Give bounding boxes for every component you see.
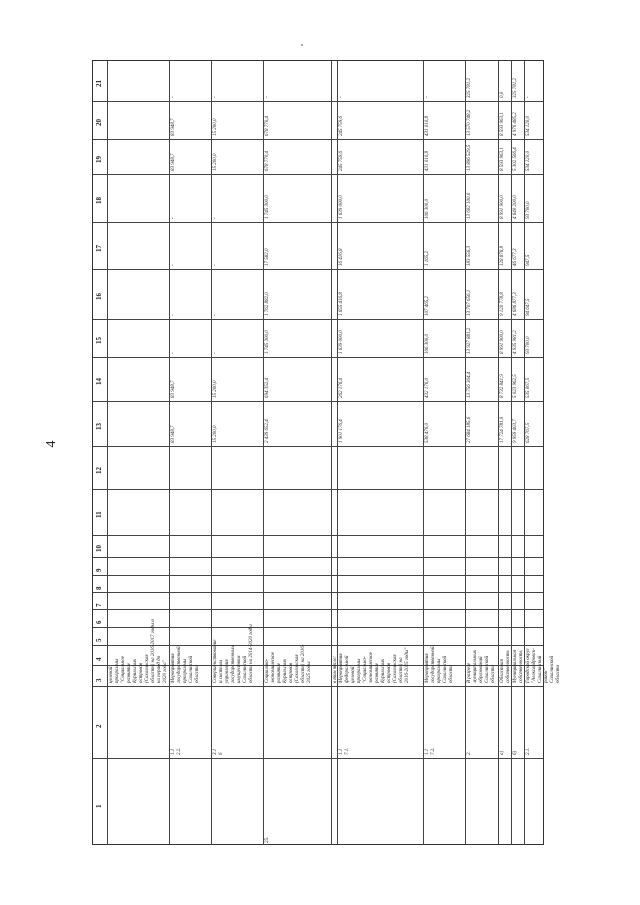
column-number-7: 7 — [95, 603, 103, 607]
r_25-col14-cell: 694 352,4 — [265, 378, 270, 398]
column-number-11: 11 — [95, 511, 103, 518]
column-number-18: 18 — [95, 197, 103, 204]
r_gos-col17-cell: 1 165,2 — [425, 251, 430, 266]
r_mun-col21-cell: 325 781,2 — [513, 78, 518, 98]
r_25-col3-cell: Социально- экономическое развитие Курильских островов (Сахалинская область) на 2016- 2025 годы — [265, 644, 312, 683]
column-divider — [93, 174, 543, 175]
r_mun-col2-cell: б) — [513, 750, 518, 755]
r_211-col20-cell: 534 120,0 — [526, 116, 531, 136]
r_25-col16-cell: 1 762 882,0 — [265, 292, 270, 316]
column-number-6: 6 — [95, 620, 103, 624]
r_fed-col20-cell: 245 759,6 — [339, 116, 344, 136]
r_1122-col13-cell: 83 948,7 — [171, 425, 176, 443]
column-number-5: 5 — [95, 638, 103, 642]
scan-speck — [301, 44, 303, 46]
row-divider — [169, 61, 170, 844]
row-divider — [423, 61, 424, 844]
r_116-col13-cell: 15 200,0 — [213, 425, 218, 443]
r_mun-col13-cell: 9 959 403,7 — [513, 419, 518, 443]
r_gos-col16-cell: 107 465,2 — [425, 296, 430, 316]
r_gos-col18-cell: 106 300,0 — [425, 199, 430, 219]
column-number-15: 15 — [95, 337, 103, 344]
column-divider — [93, 139, 543, 140]
r_211-col16-cell: 94 647,5 — [526, 298, 531, 316]
r_mun-col14-cell: 5 023 962,5 — [513, 374, 518, 398]
r_1122-col2-cell: 1.1 2.2. — [171, 747, 182, 755]
r_211-col21-cell: - — [526, 96, 531, 98]
r_2-col20-cell: 13 570 748,2 — [467, 109, 472, 136]
row-divider — [511, 61, 512, 844]
column-number-17: 17 — [95, 244, 103, 252]
column-number-10: 10 — [95, 545, 103, 552]
column-number-13: 13 — [95, 422, 103, 430]
r_211-col15-cell: 93 700,0 — [526, 336, 531, 354]
r_mun-col15-cell: 4 935 981,2 — [513, 330, 518, 354]
r_mun-col16-cell: 4 686 877,3 — [513, 292, 518, 316]
r_gos-col21-cell: - — [425, 96, 430, 98]
r_116-col18-cell: - — [213, 217, 218, 219]
r_211-col19-cell: 534 120,0 — [526, 151, 531, 171]
r_1122-col17-cell: - — [171, 264, 176, 266]
column-number-9: 9 — [95, 568, 103, 572]
row-divider — [211, 61, 212, 844]
row-divider — [524, 61, 525, 844]
column-divider — [93, 101, 543, 102]
column-divider — [93, 269, 543, 270]
budget-table — [92, 60, 561, 845]
r_116-col2-cell: 3.1 6 — [213, 748, 224, 755]
r_25-col18-cell: 1 745 300,0 — [265, 195, 270, 219]
r_fed-col2-cell: 1.1 7.1. — [339, 747, 350, 755]
r_gos-col14-cell: 432 176,0 — [425, 378, 430, 398]
r_2-col13-cell: 27 684 185,6 — [467, 416, 472, 443]
r_25-col1-cell: 25. — [265, 836, 270, 843]
r_obl-col18-cell: 8 991 900,0 — [500, 195, 505, 219]
r_25-col17-cell: 17 582,0 — [265, 248, 270, 266]
r_211-col3-cell: Городской округ "Александровск- Сахалинский район" Сахалинской области — [526, 648, 561, 683]
row-divider — [107, 61, 108, 844]
r_vtom-col3-cell: в том числе: — [333, 655, 338, 683]
r_fed-col18-cell: 1 639 000,0 — [339, 195, 344, 219]
r_obl-col17-cell: 128 878,8 — [500, 246, 505, 266]
r_obl-col16-cell: 9 120 778,8 — [500, 292, 505, 316]
r_1122-col3-cell: Мероприятия государственной программы Сахалинской области — [171, 646, 200, 683]
r_211-col2-cell: 2.1. — [526, 747, 531, 755]
r_116-col16-cell: - — [213, 314, 218, 316]
r_211-col14-cell: 535 067,5 — [526, 378, 531, 398]
r_1122-col15-cell: - — [171, 352, 176, 354]
column-divider — [93, 557, 543, 558]
r_2-col17-cell: 183 556,3 — [467, 246, 472, 266]
r_116-col19-cell: 15 200,0 — [213, 153, 218, 171]
row-divider — [331, 61, 332, 844]
row-divider — [263, 61, 264, 844]
column-number-20: 20 — [95, 119, 103, 126]
r_mun-col3-cell: Муниципальная собственность — [513, 649, 524, 683]
r_1122-col18-cell: - — [171, 217, 176, 219]
column-number-1: 1 — [95, 804, 103, 808]
r_gos-col3-cell: Мероприятия государственной программы Сахалинской области — [425, 646, 454, 683]
column-number-2: 2 — [95, 724, 103, 728]
r_2-col15-cell: 13 927 881,2 — [467, 327, 472, 354]
row-divider — [465, 61, 466, 844]
column-number-14: 14 — [95, 378, 103, 385]
column-number-8: 8 — [95, 586, 103, 590]
r_2-col2-cell: 2. — [467, 751, 472, 755]
column-number-16: 16 — [95, 293, 103, 300]
column-divider — [93, 609, 543, 610]
r_116-col20-cell: 15 200,0 — [213, 118, 218, 136]
r_2-col18-cell: 13 602 100,0 — [467, 192, 472, 219]
r_obl-col15-cell: 8 991 900,0 — [500, 330, 505, 354]
r_mun-col18-cell: 4 640 200,0 — [513, 195, 518, 219]
r_obl-col19-cell: 8 593 963,1 — [500, 147, 505, 171]
r_1122-col14-cell: 83 948,7 — [171, 380, 176, 398]
r_fed-col17-cell: 16 416,8 — [339, 248, 344, 266]
r_gos-col20-cell: 431 010,8 — [425, 116, 430, 136]
r_mun-col17-cell: 46 677,3 — [513, 248, 518, 266]
r_1122-col16-cell: - — [171, 314, 176, 316]
column-divider — [93, 758, 543, 759]
r_116-col14-cell: 15 200,0 — [213, 380, 218, 398]
r_obl-col14-cell: 8 732 841,9 — [500, 374, 505, 398]
page-number: 4 — [44, 440, 59, 448]
column-divider — [93, 489, 543, 490]
r_obl-col13-cell: 17 724 781,9 — [500, 416, 505, 443]
column-number-4: 4 — [95, 657, 103, 661]
row-divider — [498, 61, 499, 844]
r_mun-col20-cell: 4 976 485,2 — [513, 112, 518, 136]
row-divider — [337, 61, 338, 844]
r_obl-col21-cell: 0,0 — [500, 91, 505, 98]
r_fed-col13-cell: 1 901 176,4 — [339, 419, 344, 443]
r_fed-col16-cell: 1 655 416,8 — [339, 292, 344, 316]
r_25-col21-cell: - — [265, 96, 270, 98]
r_2-col3-cell: В разрезе муниципальных образований Сахалинской области — [467, 650, 496, 683]
r_obl-col2-cell: a) — [500, 750, 505, 755]
r_1122-col20-cell: 83 948,7 — [171, 118, 176, 136]
r_fed-col21-cell: - — [339, 96, 344, 98]
r_gos-col13-cell: 538 476,0 — [425, 423, 430, 443]
r_cont-col3-cell: целевой программы "Социальное развитие Курильских островов (Сахалинская область) на 2016-2017 годы и на период до 2020 года" — [109, 619, 168, 683]
r_2-col14-cell: 13 756 304,4 — [467, 371, 472, 398]
r_fed-col14-cell: 262 176,4 — [339, 378, 344, 398]
r_gos-col15-cell: 106 300,0 — [425, 334, 430, 354]
r_25-col13-cell: 2 439 652,4 — [265, 419, 270, 443]
r_116-col21-cell: - — [213, 96, 218, 98]
column-divider — [93, 357, 543, 358]
r_fed-col19-cell: 245 759,6 — [339, 151, 344, 171]
r_25-col20-cell: 678 770,4 — [265, 116, 270, 136]
r_fed-col15-cell: 1 639 000,0 — [339, 330, 344, 354]
r_obl-col3-cell: Областная собственность — [500, 650, 511, 683]
r_211-col17-cell: 947,5 — [526, 254, 531, 266]
r_fed-col3-cell: Мероприятия федеральной целевой программы "Социально- экономическое развитие Курильских островов (Сахалинская область) на 2016-2025 годы" — [339, 647, 410, 683]
column-divider — [93, 319, 543, 320]
r_2-col21-cell: 325 781,2 — [467, 78, 472, 98]
r_25-col15-cell: 1 745 300,0 — [265, 330, 270, 354]
r_25-col19-cell: 678 770,4 — [265, 151, 270, 171]
r_2-col16-cell: 13 707 656,1 — [467, 289, 472, 316]
r_116-col3-cell: Совершенствование и системы управления государственным имуществом Сахалинской области на 2014-2020 годы — [213, 624, 254, 683]
column-divider — [93, 686, 543, 687]
r_obl-col20-cell: 8 593 963,1 — [500, 112, 505, 136]
r_2-col19-cell: 13 896 529,5 — [467, 144, 472, 171]
r_211-col18-cell: 93 700,0 — [526, 201, 531, 219]
r_116-col15-cell: - — [213, 352, 218, 354]
r_211-col13-cell: 628 767,5 — [526, 423, 531, 443]
r_1122-col19-cell: 83 948,7 — [171, 153, 176, 171]
r_gos-col19-cell: 431 010,8 — [425, 151, 430, 171]
column-number-21: 21 — [95, 80, 103, 87]
r_116-col17-cell: - — [213, 264, 218, 266]
column-divider — [93, 592, 543, 593]
r_mun-col19-cell: 5 302 566,4 — [513, 147, 518, 171]
column-divider — [93, 535, 543, 536]
column-divider — [93, 401, 543, 402]
column-number-19: 19 — [95, 155, 103, 163]
column-divider — [93, 446, 543, 447]
column-number-3: 3 — [95, 678, 103, 682]
column-divider — [93, 222, 543, 223]
column-divider — [93, 575, 543, 576]
r_gos-col2-cell: 1.1 7.2. — [425, 747, 436, 755]
column-number-12: 12 — [95, 466, 103, 474]
r_1122-col21-cell: - — [171, 96, 176, 98]
